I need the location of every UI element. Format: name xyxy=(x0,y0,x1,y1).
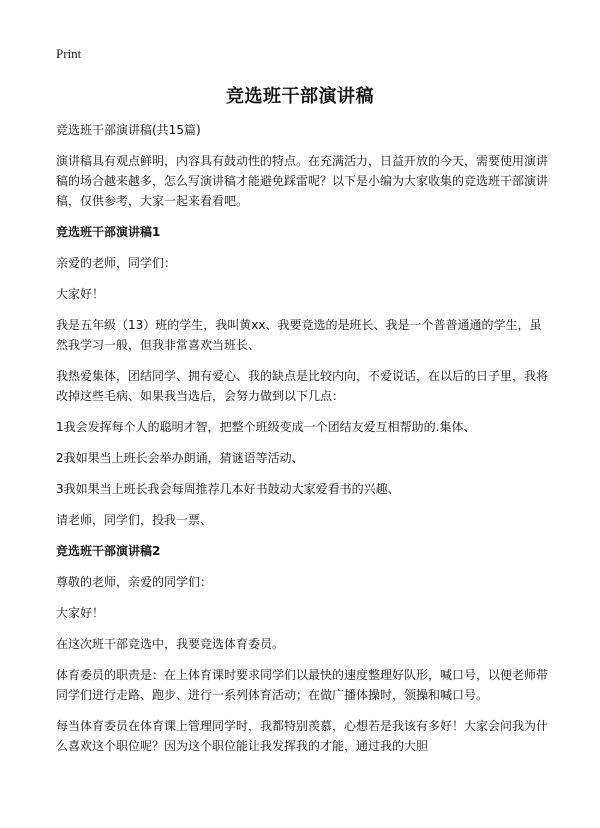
print-link[interactable]: Print xyxy=(56,46,82,61)
paragraph: 我是五年级（13）班的学生，我叫黄xx、我要竞选的是班长、我是一个普普通通的学生，虽然我学习一般，但我非常喜欢当班长、 xyxy=(56,318,542,352)
paragraph: 体育委员的职责是：在上体育课时要求同学们以最快的速度整理好队形，喊口号，以便老师带同学们进行走路、跑步、进行一系列体育活动；在做广播体操时，领操和喊口号。 xyxy=(56,668,549,702)
paragraph: 1我会发挥每个人的聪明才智，把整个班级变成一个团结友爱互相帮助的.集体、 xyxy=(56,420,476,434)
paragraph: 大家好！ xyxy=(56,606,105,620)
paragraph: 请老师，同学们，投我一票、 xyxy=(56,513,213,527)
paragraph: 每当体育委员在体育课上管理同学时，我都特别羡慕，心想若是我该有多好！大家会问我为什么喜欢这个职位呢？因为这个职位能让我发挥我的才能，通过我的大胆 xyxy=(56,719,549,753)
paragraph: 尊敬的老师，亲爱的同学们： xyxy=(56,575,213,589)
paragraph: 亲爱的老师，同学们： xyxy=(56,256,177,270)
paragraph: 大家好！ xyxy=(56,287,105,301)
paragraph: 3我如果当上班长我会每周推荐几本好书鼓动大家爱看书的兴趣、 xyxy=(56,482,400,496)
section-heading-2: 竞选班干部演讲稿2 xyxy=(56,544,161,558)
intro-paragraph: 演讲稿具有观点鲜明，内容具有鼓动性的特点。在充满活力，日益开放的今天，需要使用演讲稿的场合越来越多，怎么写演讲稿才能避免踩雷呢？以下是小编为大家收集的竞选班干部演讲稿，仅供参考，大家一起来看看吧。 xyxy=(56,154,549,208)
paragraph: 2我如果当上班长会举办朗诵，猜谜语等活动、 xyxy=(56,451,304,465)
paragraph: 在这次班干部竞选中，我要竞选体育委员。 xyxy=(56,637,285,651)
section-heading-1: 竞选班干部演讲稿1 xyxy=(56,225,161,239)
paragraph: 我热爱集体，团结同学、拥有爱心、我的缺点是比较内向，不爱说话，在以后的日子里，我将改掉这些毛病、如果我当选后，会努力做到以下几点： xyxy=(56,369,549,403)
document-subtitle: 竞选班干部演讲稿(共15篇) xyxy=(56,123,201,137)
document-body xyxy=(56,120,551,767)
page-title: 竞选班干部演讲稿 xyxy=(226,86,374,107)
